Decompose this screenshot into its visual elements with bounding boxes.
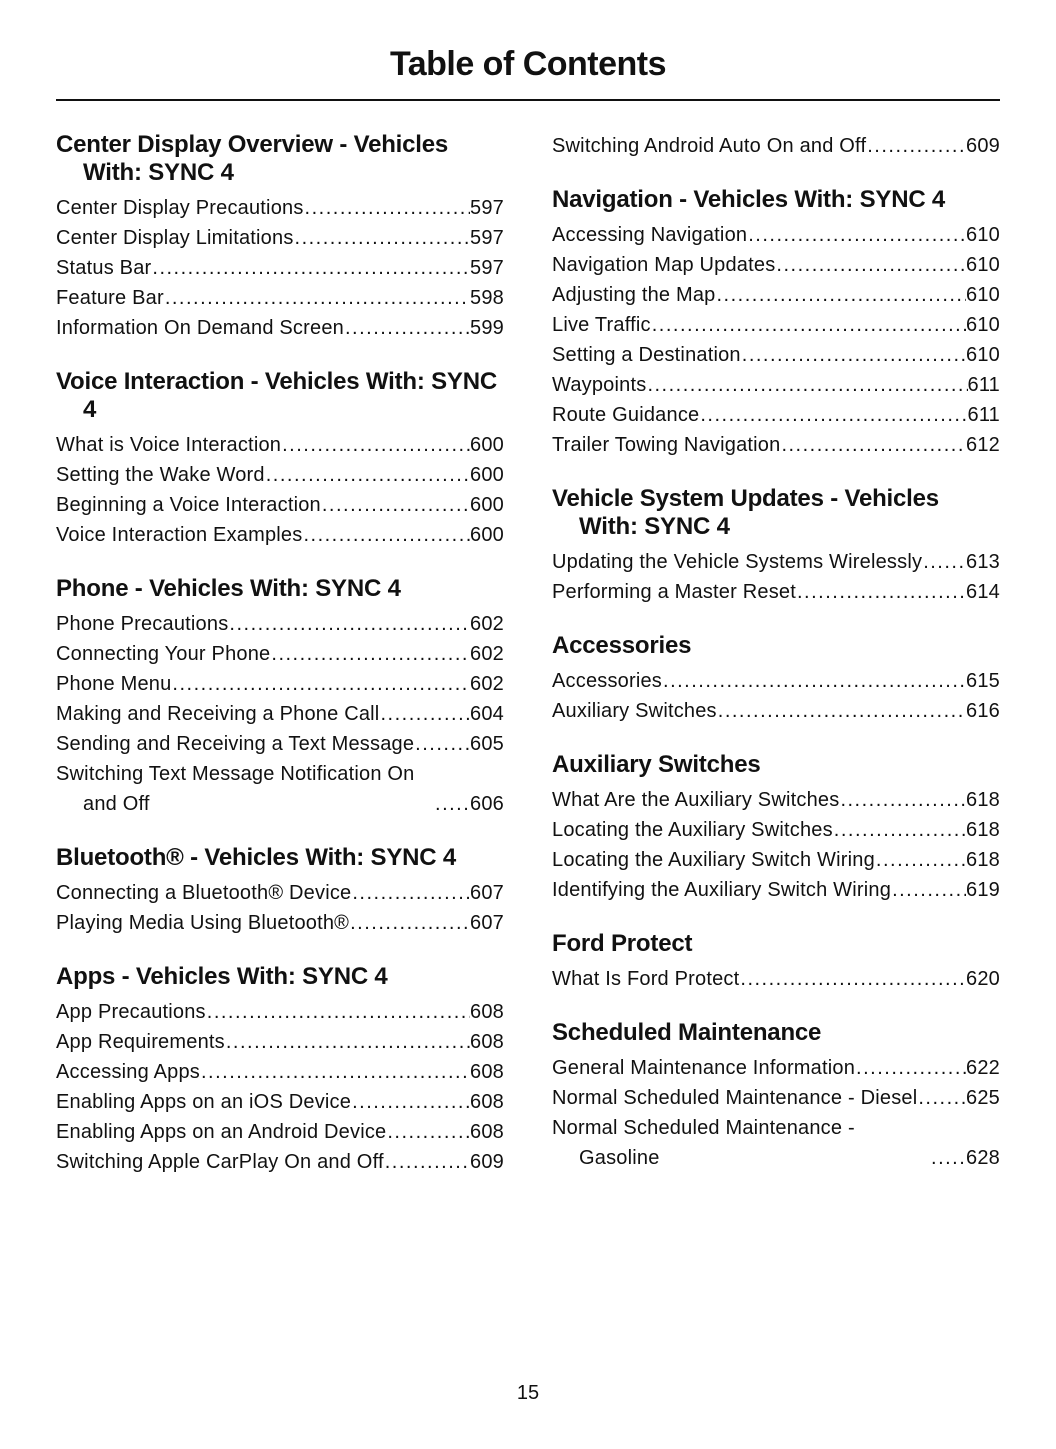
entry-label: Sending and Receiving a Text Message: [56, 732, 415, 755]
entry-dot-leader: [833, 815, 966, 845]
toc-section: [56, 131, 504, 343]
entry-label: Enabling Apps on an Android Device: [56, 1120, 387, 1143]
entry-dot-leader: [206, 997, 470, 1027]
toc-entry: [552, 964, 1000, 994]
entry-label: Updating the Vehicle Systems Wirelessly: [552, 550, 923, 573]
entry-page-number: 602: [470, 612, 504, 635]
entry-label: App Requirements: [56, 1030, 225, 1053]
entry-dot-leader: [796, 577, 966, 607]
entry-page-number: 600: [470, 493, 504, 516]
entry-dot-leader: [741, 340, 966, 370]
section-heading: Phone - Vehicles With: SYNC 4: [56, 574, 401, 602]
entry-dot-leader: [646, 370, 967, 400]
toc-entry: [552, 547, 1000, 577]
entry-page-number: 597: [470, 226, 504, 249]
toc-entry: [552, 1053, 1000, 1083]
entry-label: Center Display Precautions: [56, 196, 304, 219]
section-heading: Accessories: [552, 631, 692, 659]
section-heading: Navigation - Vehicles With: SYNC 4: [552, 185, 946, 213]
toc-section: [552, 632, 1000, 726]
entry-dot-leader: [171, 669, 470, 699]
section-heading: Ford Protect: [552, 929, 693, 957]
entry-label: Voice Interaction Examples: [56, 523, 303, 546]
entry-page-number: 599: [470, 316, 504, 339]
toc-section: [552, 485, 1000, 607]
entry-dot-leader: [164, 283, 470, 313]
entry-dot-leader: [349, 908, 470, 938]
toc-entry: [552, 250, 1000, 280]
entry-page-number: 605: [470, 732, 504, 755]
section-heading: Vehicle System Updates - Vehicles With: SYNC 4: [552, 484, 939, 540]
entry-dot-leader: [891, 875, 966, 905]
entry-label: General Maintenance Information: [552, 1056, 856, 1079]
toc-section: [552, 186, 1000, 460]
toc-section: [552, 131, 1000, 161]
entry-page-number: 612: [966, 433, 1000, 456]
entry-dot-leader: [839, 785, 966, 815]
entry-label: Normal Scheduled Maintenance - Diesel: [552, 1086, 918, 1109]
entry-label: What is Voice Interaction: [56, 433, 282, 456]
entry-label: Accessing Navigation: [552, 223, 748, 246]
entry-label: Connecting a Bluetooth® Device: [56, 881, 352, 904]
entry-page-number: 616: [966, 699, 1000, 722]
toc-entry: [552, 430, 1000, 460]
entry-label: Setting the Wake Word: [56, 463, 265, 486]
toc-entry: [56, 283, 504, 313]
toc-entry: [552, 577, 1000, 607]
section-heading: Bluetooth® - Vehicles With: SYNC 4: [56, 843, 457, 871]
entry-dot-leader: [739, 964, 966, 994]
entry-page-number: 608: [470, 1060, 504, 1083]
entry-label: Adjusting the Map: [552, 283, 716, 306]
entry-dot-leader: [151, 253, 470, 283]
entry-page-number: 600: [470, 463, 504, 486]
entry-dot-leader: [651, 310, 966, 340]
entry-page-number: 600: [470, 523, 504, 546]
toc-column-right: [552, 131, 1000, 1177]
entry-page-number: 609: [470, 1150, 504, 1173]
entry-dot-leader: [717, 696, 966, 726]
toc-entry: [56, 430, 504, 460]
toc-section: [56, 963, 504, 1177]
entry-page-number: 602: [470, 642, 504, 665]
entry-page-number: 611: [967, 373, 1000, 396]
entry-dot-leader: [321, 490, 470, 520]
entry-dot-leader: [302, 520, 470, 550]
section-heading: Apps - Vehicles With: SYNC 4: [56, 962, 388, 990]
toc-entry: [552, 845, 1000, 875]
entry-label: What Are the Auxiliary Switches: [552, 788, 840, 811]
entry-dot-leader: [200, 1057, 470, 1087]
entry-dot-leader: [379, 699, 470, 729]
section-heading: Voice Interaction - Vehicles With: SYNC 4: [56, 367, 497, 423]
entry-label: Identifying the Auxiliary Switch Wiring: [552, 878, 892, 901]
entry-label: Switching Text Message Notification On and Off: [56, 762, 415, 815]
toc-entry: [56, 1057, 504, 1087]
entry-page-number: 628: [966, 1146, 1000, 1169]
entry-label: Enabling Apps on an iOS Device: [56, 1090, 352, 1113]
entry-dot-leader: [775, 250, 966, 280]
page-number: 15: [516, 1382, 540, 1404]
toc-entry: [56, 699, 504, 729]
entry-page-number: 610: [966, 223, 1000, 246]
toc-section: [56, 368, 504, 550]
title-divider: [56, 99, 1000, 101]
toc-entry: [552, 785, 1000, 815]
entry-dot-leader: [662, 666, 966, 696]
entry-dot-leader: [875, 845, 966, 875]
entry-label: Setting a Destination: [552, 343, 741, 366]
entry-page-number: 600: [470, 433, 504, 456]
toc-entry: [56, 997, 504, 1027]
page-title: Table of Contents: [389, 45, 667, 83]
entry-label: Accessing Apps: [56, 1060, 200, 1083]
toc-section: [56, 575, 504, 819]
entry-page-number: 610: [966, 253, 1000, 276]
toc-entry: [552, 875, 1000, 905]
entry-label: Playing Media Using Bluetooth®: [56, 911, 350, 934]
entry-label: Phone Precautions: [56, 612, 229, 635]
toc-entry: [552, 1083, 1000, 1113]
entry-page-number: 614: [966, 580, 1000, 603]
entry-dot-leader: [344, 313, 470, 343]
toc-entry: [56, 639, 504, 669]
entry-dot-leader: [228, 609, 470, 639]
entry-dot-leader: [384, 1147, 470, 1177]
entry-dot-leader: [930, 1143, 966, 1173]
toc-entry: [56, 908, 504, 938]
toc-entry: [552, 310, 1000, 340]
entry-label: Performing a Master Reset: [552, 580, 796, 603]
toc-entry: [552, 370, 1000, 400]
entry-dot-leader: [866, 131, 966, 161]
toc-entry: [552, 400, 1000, 430]
entry-dot-leader: [922, 547, 966, 577]
entry-label: Navigation Map Updates: [552, 253, 776, 276]
entry-label: Normal Scheduled Maintenance - Gasoline: [552, 1116, 855, 1169]
entry-page-number: 611: [967, 403, 1000, 426]
toc-entry: [552, 696, 1000, 726]
entry-dot-leader: [265, 460, 470, 490]
toc-entry: [56, 490, 504, 520]
toc-entry: [552, 815, 1000, 845]
entry-dot-leader: [225, 1027, 470, 1057]
entry-page-number: 610: [966, 343, 1000, 366]
toc-entry: [56, 609, 504, 639]
entry-page-number: 597: [470, 256, 504, 279]
toc-entry: [56, 223, 504, 253]
toc-entry: [56, 1117, 504, 1147]
entry-dot-leader: [434, 789, 470, 819]
entry-page-number: 609: [966, 134, 1000, 157]
toc-entry: [56, 1147, 504, 1177]
section-heading: Center Display Overview - Vehicles With: SYNC 4: [56, 130, 449, 186]
entry-page-number: 618: [966, 848, 1000, 871]
entry-page-number: 607: [470, 881, 504, 904]
entry-label: Feature Bar: [56, 286, 164, 309]
toc-column-left: [56, 131, 504, 1177]
toc-entry: [552, 131, 1000, 161]
entry-page-number: 618: [966, 818, 1000, 841]
entry-page-number: 622: [966, 1056, 1000, 1079]
entry-label: Waypoints: [552, 373, 647, 396]
entry-label: Phone Menu: [56, 672, 172, 695]
toc-section: [56, 844, 504, 938]
entry-label: What Is Ford Protect: [552, 967, 740, 990]
entry-label: Route Guidance: [552, 403, 700, 426]
entry-page-number: 604: [470, 702, 504, 725]
entry-label: Switching Apple CarPlay On and Off: [56, 1150, 384, 1173]
entry-dot-leader: [351, 878, 470, 908]
toc-entry: [56, 759, 504, 819]
entry-page-number: 615: [966, 669, 1000, 692]
entry-label: Beginning a Voice Interaction: [56, 493, 321, 516]
entry-page-number: 610: [966, 313, 1000, 336]
entry-page-number: 607: [470, 911, 504, 934]
entry-label: Trailer Towing Navigation: [552, 433, 781, 456]
section-heading: Auxiliary Switches: [552, 750, 761, 778]
toc-entry: [552, 666, 1000, 696]
entry-page-number: 606: [470, 792, 504, 815]
entry-dot-leader: [270, 639, 470, 669]
entry-dot-leader: [304, 193, 470, 223]
entry-page-number: 608: [470, 1000, 504, 1023]
toc-entry: [552, 280, 1000, 310]
toc-entry: [56, 520, 504, 550]
entry-label: Locating the Auxiliary Switch Wiring: [552, 848, 875, 871]
entry-dot-leader: [855, 1053, 966, 1083]
entry-page-number: 613: [966, 550, 1000, 573]
entry-dot-leader: [747, 220, 966, 250]
entry-page-number: 608: [470, 1120, 504, 1143]
entry-label: Locating the Auxiliary Switches: [552, 818, 833, 841]
toc-entry: [56, 669, 504, 699]
toc-entry: [552, 340, 1000, 370]
entry-dot-leader: [386, 1117, 470, 1147]
entry-label: Switching Android Auto On and Off: [552, 134, 867, 157]
entry-dot-leader: [351, 1087, 470, 1117]
entry-label: Live Traffic: [552, 313, 651, 336]
toc-entry: [552, 220, 1000, 250]
entry-page-number: 620: [966, 967, 1000, 990]
entry-label: Auxiliary Switches: [552, 699, 717, 722]
entry-page-number: 602: [470, 672, 504, 695]
entry-dot-leader: [294, 223, 471, 253]
entry-label: Making and Receiving a Phone Call: [56, 702, 380, 725]
toc-columns: [56, 131, 1000, 1177]
entry-page-number: 619: [966, 878, 1000, 901]
entry-label: Connecting Your Phone: [56, 642, 271, 665]
entry-dot-leader: [716, 280, 967, 310]
entry-label: App Precautions: [56, 1000, 206, 1023]
entry-page-number: 610: [966, 283, 1000, 306]
toc-entry: [56, 1027, 504, 1057]
entry-dot-leader: [917, 1083, 966, 1113]
entry-page-number: 608: [470, 1090, 504, 1113]
entry-page-number: 618: [966, 788, 1000, 811]
toc-entry: [56, 460, 504, 490]
entry-page-number: 608: [470, 1030, 504, 1053]
entry-label: Accessories: [552, 669, 663, 692]
toc-entry: [56, 729, 504, 759]
toc-entry: [56, 253, 504, 283]
entry-dot-leader: [281, 430, 470, 460]
toc-entry: [56, 313, 504, 343]
toc-entry: [56, 193, 504, 223]
entry-dot-leader: [780, 430, 966, 460]
entry-page-number: 598: [470, 286, 504, 309]
toc-entry: [56, 878, 504, 908]
toc-section: [552, 751, 1000, 905]
section-heading: Scheduled Maintenance: [552, 1018, 822, 1046]
toc-entry: [552, 1113, 1000, 1173]
entry-dot-leader: [699, 400, 967, 430]
entry-label: Status Bar: [56, 256, 152, 279]
toc-section: [552, 1019, 1000, 1173]
entry-label: Center Display Limitations: [56, 226, 294, 249]
toc-section: [552, 930, 1000, 994]
entry-page-number: 625: [966, 1086, 1000, 1109]
toc-entry: [56, 1087, 504, 1117]
entry-dot-leader: [414, 729, 470, 759]
entry-page-number: 597: [470, 196, 504, 219]
entry-label: Information On Demand Screen: [56, 316, 344, 339]
